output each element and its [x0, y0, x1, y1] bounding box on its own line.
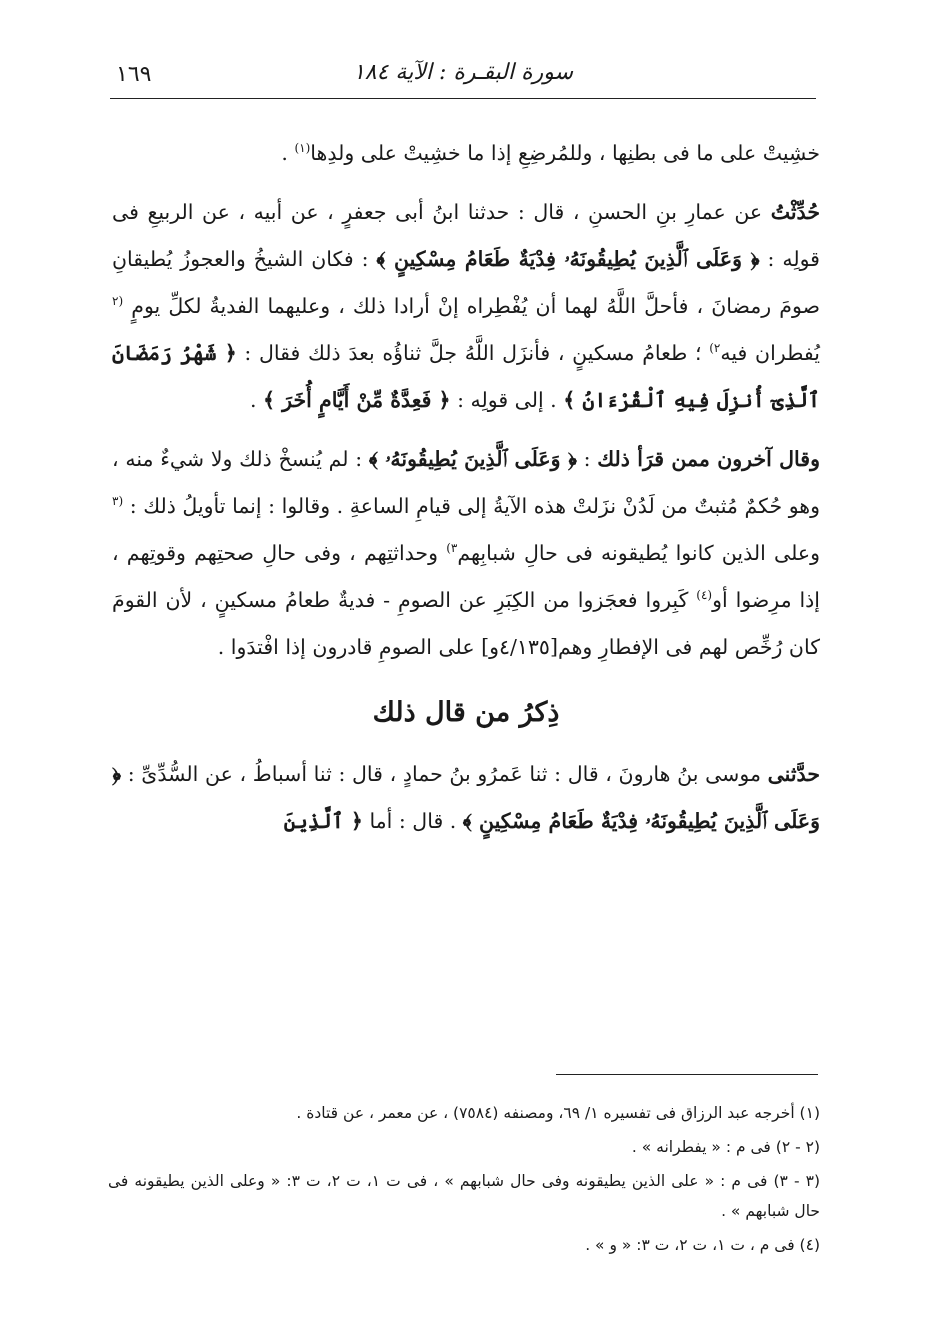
section-heading: ذِكرُ من قال ذلك	[372, 697, 560, 728]
quran-quote: ﴿ وَعَلَى ٱلَّذِينَ يُطِيقُونَهُۥ فِدْيَةٌ طَعَامُ مِسْكِينٍ ﴾	[112, 762, 820, 833]
quran-quote: ﴿ وَعَلَى ٱلَّذِينَ يُطِيقُونَهُۥ فِدْيَةٌ طَعَامُ مِسْكِينٍ ﴾	[376, 247, 760, 271]
quran-quote: ﴿ ٱلَّذِينَ	[283, 809, 363, 833]
paragraph-1-text: خشِيتْ على ما فى بطنِها ، وللمُرضِعِ إذا ما خشِيتْ على ولدِها	[310, 141, 820, 165]
text-segment: . إلى قولِه :	[450, 388, 564, 412]
quran-quote: ﴿ وَعَلَى ٱلَّذِينَ يُطِيقُونَهُۥ ﴾	[368, 447, 577, 471]
footnotes	[108, 1098, 820, 1264]
quran-quote: ﴿ فَعِدَّةٌ مِّنْ أَيَّامٍ أُخَرَ ﴾	[263, 388, 451, 412]
text-segment: يُفطران فيه	[720, 341, 820, 365]
text-segment: كَبِروا فعجَزوا من الكِبَرِ عن الصومِ - فديةٌ طعامُ مسكينٍ ، لأن القومَ كان رُخِّص لهم فى الإفطارِ وهم	[112, 588, 820, 659]
text-segment: عن عمارِ بنِ الحسنِ ، قال : حدثنا ابنُ أبى جعفرٍ ، عن أبيه ، عن الربيعِ فى قولِه :	[112, 200, 820, 271]
text-segment: على الصومِ قادرون إذا افْتدَوا .	[217, 635, 482, 659]
page-header	[110, 58, 816, 99]
text-segment: موسى بنُ هارونَ ، قال : ثنا عَمرُو بنُ حمادٍ ، قال : ثنا أسباطُ ، عن السُّدِّىِّ :	[121, 762, 768, 786]
narration-lead: وقال آخرون ممن قرَأ ذلك	[597, 447, 821, 471]
footnote-3: (٣ - ٣) فى م : « على الذين يطيقونه وفى حال شبابهم » ، فى ت ١، ت ٢، ت ٣: « وعلى الذين يطيقونه فى حال شبابهم » .	[108, 1172, 820, 1220]
page-number: ١٦٩	[116, 62, 152, 87]
footnote-ref-4: (٤)	[696, 588, 713, 603]
footnote-ref-1: (١)	[294, 141, 311, 156]
footnote-4: (٤) فى م ، ت ١، ت ٢، ت ٣: « و » .	[585, 1236, 820, 1254]
text-segment: . قال : أما	[362, 809, 463, 833]
text-segment: .	[249, 388, 264, 412]
paragraph-3	[112, 436, 820, 671]
text-segment: : لم يُنسخْ ذلك ولا شيءٌ منه ، وهو حُكمٌ مُثبتٌ من لَدُنْ نزَلتْ هذه الآيةُ إلى قيامِ الساعةِ . وقالوا : إنما تأويلُ ذلك :	[112, 447, 820, 518]
text-segment: وحداثتِهم ، وفى حالِ صحتِهم وقوتِهم ، إذا مرِضوا أو	[112, 541, 820, 612]
paragraph-2	[112, 189, 820, 424]
paragraph-1-end: .	[281, 141, 295, 165]
text-segment: وعلى الذين كانوا يُطيقونه فى حالِ شبابِهم	[457, 541, 820, 565]
footnote-divider	[556, 1074, 818, 1075]
footnote-ref-3-end: ٣)	[446, 541, 458, 556]
running-title: سورة البقـرة : الآية ١٨٤	[352, 60, 574, 85]
footnote-2: (٢ - ٢) فى م : « يفطرانه » .	[631, 1138, 820, 1156]
main-text	[112, 130, 820, 857]
narration-lead: حُدِّثْتُ	[770, 200, 820, 224]
text-segment: : فكان الشيخُ والعجوزُ يُطيقانِ صومَ رمضانَ ، فأحلَّ اللَّهُ لهما أن يُفْطِراه إنْ أرادا ذلك ، وعليهما الفديةُ لكلِّ يومٍ	[112, 247, 820, 318]
footnote-ref-2-start: (٢	[112, 294, 124, 309]
quran-quote: ﴿ شَهْرُ رَمَضَانَ ٱلَّذِىٓ أُنزِلَ فِيهِ ٱلْقُرْءَانُ ﴾	[112, 341, 820, 412]
paragraph-4	[112, 751, 820, 845]
text-segment: ؛ طعامُ مسكينٍ ، فأنزَل اللَّهُ جلَّ ثناؤُه بعدَ ذلك فقال :	[236, 341, 710, 365]
footnote-ref-2-end: ٢)	[709, 341, 721, 356]
narration-lead: حدَّثنى	[767, 762, 820, 786]
text-segment: :	[576, 447, 598, 471]
paragraph-1	[112, 130, 820, 177]
manuscript-marker: [٤/١٣٥و]	[481, 635, 558, 659]
footnote-1: (١) أخرجه عبد الرزاق فى تفسيره ١/ ٦٩، ومصنفه (٧٥٨٤) ، عن معمر ، عن قتادة .	[296, 1104, 820, 1122]
footnote-ref-3-start: (٣	[112, 494, 124, 509]
